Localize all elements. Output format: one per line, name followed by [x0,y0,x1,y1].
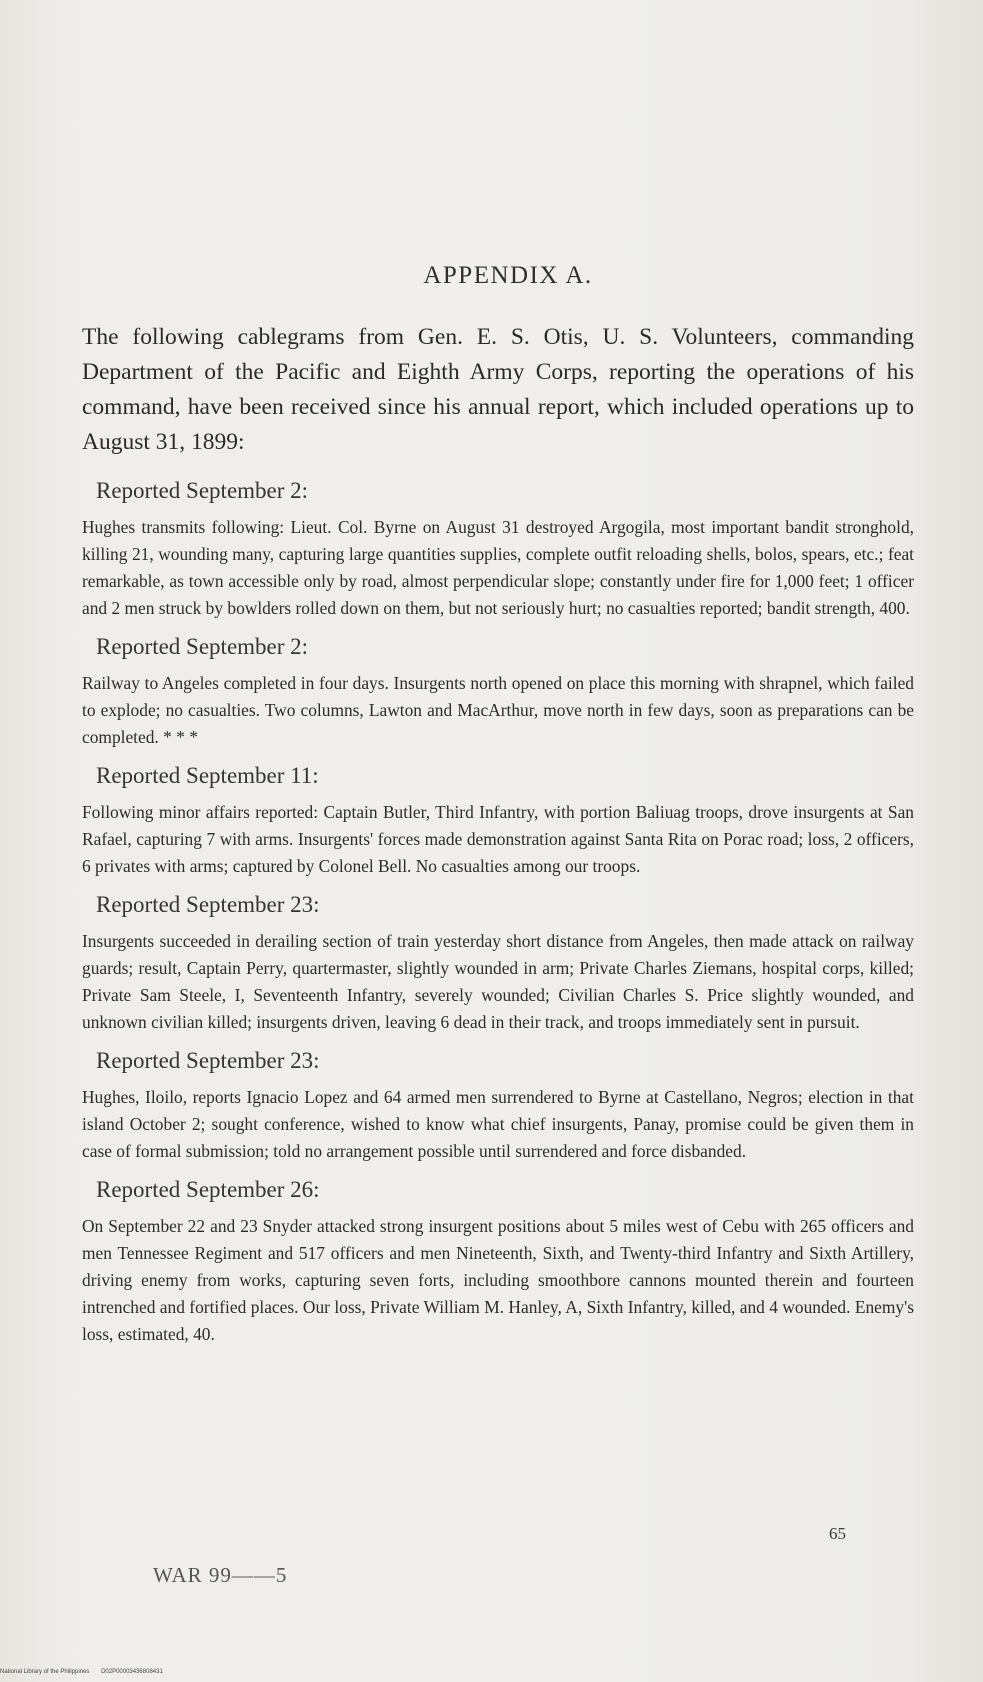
footer-library: National Library of the Philippines [0,1669,90,1675]
section-heading: Reported September 23: [96,1048,320,1073]
section-heading: Reported September 11: [96,763,319,788]
report-section-3 [82,763,914,880]
section-heading: Reported September 26: [96,1177,320,1202]
section-heading: Reported September 23: [96,892,320,917]
page-number: 65 [829,1524,846,1543]
section-body: Railway to Angeles completed in four days. Insurgents north opened on place this morning with shrapnel, which failed to explode; no casualties. Two columns, Lawton and MacArthur, move north in few days, soon as preparations can be completed. * * * [82,673,914,747]
report-section-5 [82,1048,914,1165]
section-heading: Reported September 2: [96,478,309,503]
appendix-title: APPENDIX A. [423,262,593,289]
report-section-4 [82,892,914,1036]
section-body: Hughes transmits following: Lieut. Col. Byrne on August 31 destroyed Argogila, most important bandit stronghold, killing 21, wounding many, capturing large quantities supplies, complete outfit reloading shells, bolos, spears, etc.; feat remarkable, as town accessible only by road, almost perpendicular slope; constantly under fire for 1,000 feet; 1 officer and 2 men struck by bowlders rolled down on them, but not seriously hurt; no casualties reported; bandit strength, 400. [82,517,914,618]
section-body: Following minor affairs reported: Captain Butler, Third Infantry, with portion Baliuag troops, drove insurgents at San Rafael, capturing 7 with arms. Insurgents' forces made demonstration against Santa Rita on Porac road; loss, 2 officers, 6 privates with arms; captured by Colonel Bell. No casualties among our troops. [82,802,914,876]
section-body: Hughes, Iloilo, reports Ignacio Lopez and 64 armed men surrendered to Byrne at Castellano, Negros; election in that island October 2; sought conference, wished to know what chief insurgents, Panay, promise could be given them in case of formal submission; told no arrangement possible until surrendered and force disbanded. [82,1087,914,1161]
intro-paragraph: The following cablegrams from Gen. E. S. Otis, U. S. Volunteers, commanding Department of the Pacific and Eighth Army Corps, reporting the operations of his command, have been received since his annual report, which included operations up to August 31, 1899: [82,324,914,455]
report-section-6 [82,1177,914,1348]
section-heading: Reported September 2: [96,634,309,659]
footer-id: D02P00003436808431 [101,1669,163,1675]
signature-mark: WAR 99——5 [153,1563,288,1587]
report-section-2 [82,634,914,751]
scan-footer [0,1669,173,1675]
report-section-1 [82,478,914,622]
document-content [82,262,914,1360]
section-body: Insurgents succeeded in derailing section of train yesterday short distance from Angeles, then made attack on railway guards; result, Captain Perry, quartermaster, slightly wounded in arm; Private Charles Ziemans, hospital corps, killed; Private Sam Steele, I, Seventeenth Infantry, severely wounded; Civilian Charles S. Price slightly wounded, and unknown civilian killed; insurgents driven, leaving 6 dead in their track, and troops immediately sent in pursuit. [82,931,914,1032]
section-body: On September 22 and 23 Snyder attacked strong insurgent positions about 5 miles west of Cebu with 265 officers and men Tennessee Regiment and 517 officers and men Nineteenth, Sixth, and Twenty-third Infantry and Sixth Artillery, driving enemy from works, capturing seven forts, including smoothbore cannons mounted therein and fourteen intrenched and fortified places. Our loss, Private William M. Hanley, A, Sixth Infantry, killed, and 4 wounded. Enemy's loss, estimated, 40. [82,1216,914,1344]
